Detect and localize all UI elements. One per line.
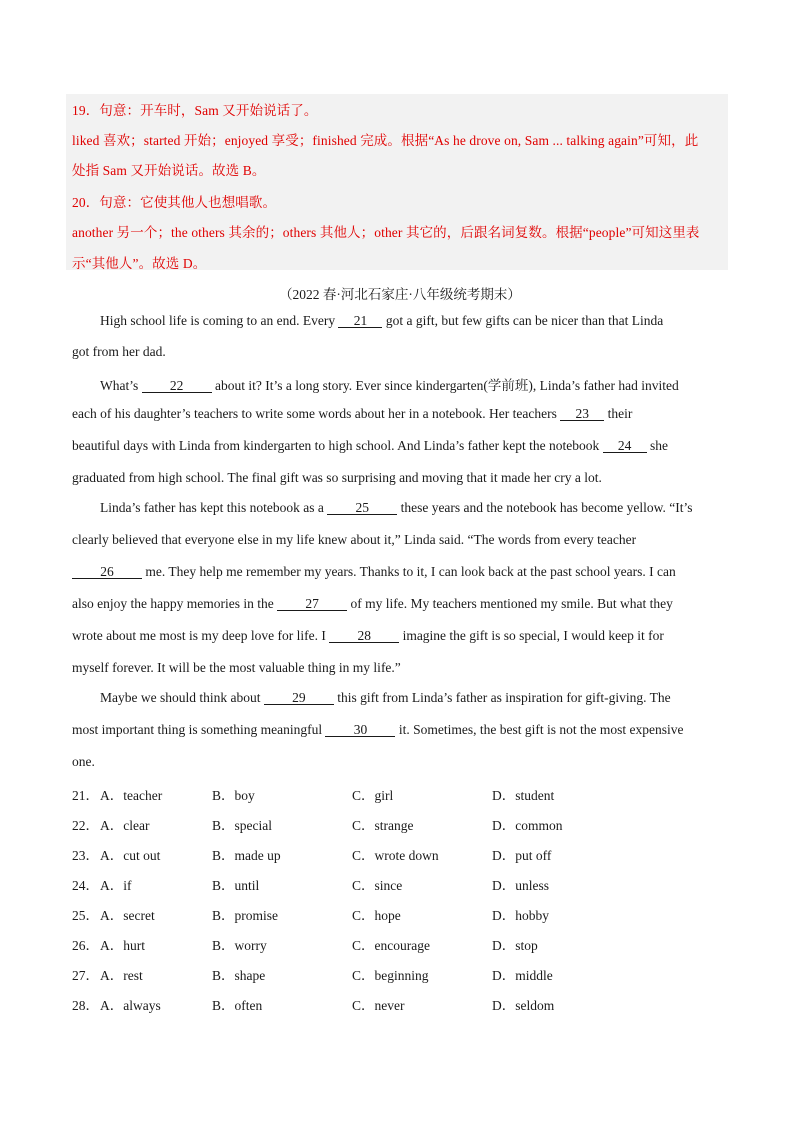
option-c: C．since: [352, 878, 403, 893]
passage-line: [72, 564, 676, 580]
passage-text: Maybe we should think about: [100, 690, 264, 705]
passage-text: these years and the notebook has become yellow. “It’s: [397, 500, 693, 515]
passage-text: wrote about me most is my deep love for life. I: [72, 628, 330, 643]
blank-25: 25: [327, 501, 397, 515]
option-d: D．hobby: [492, 908, 549, 923]
option-c: C．strange: [352, 818, 414, 833]
option-d: D．stop: [492, 938, 538, 953]
option-b: B．worry: [212, 938, 267, 953]
option-b: B．shape: [212, 968, 266, 983]
question-number: 27．: [72, 968, 99, 983]
option-row-23: [72, 844, 692, 862]
passage-text: High school life is coming to an end. Every: [100, 313, 339, 328]
passage-text: got a gift, but few gifts can be nicer than that Linda: [382, 313, 664, 328]
blank-24: 24: [603, 439, 647, 453]
option-a: A．secret: [100, 908, 155, 923]
passage-line: one.: [72, 754, 95, 769]
passage-line: myself forever. It will be the most valuable thing in my life.”: [72, 660, 401, 675]
blank-22: 22: [142, 379, 212, 393]
answer-line: 19．句意：开车时，Sam 又开始说话了。: [72, 103, 318, 118]
option-row-26: [72, 934, 692, 952]
option-a: A．rest: [100, 968, 143, 983]
passage-line: [72, 406, 632, 422]
passage-text: most important thing is something meaningful: [72, 722, 326, 737]
option-a: A．clear: [100, 818, 150, 833]
question-number: 22．: [72, 818, 99, 833]
option-d: D．middle: [492, 968, 553, 983]
option-b: B．boy: [212, 788, 255, 803]
passage-text: this gift from Linda’s father as inspiration for gift-giving. The: [333, 690, 671, 705]
passage-line: [100, 313, 663, 329]
option-d: D．unless: [492, 878, 549, 893]
option-b: B．special: [212, 818, 272, 833]
option-c: C．hope: [352, 908, 401, 923]
answer-line: 处指 Sam 又开始说话。故选 B。: [72, 163, 266, 178]
option-row-21: [72, 784, 692, 802]
passage-line: [72, 438, 668, 454]
answer-line: 示“其他人”。故选 D。: [72, 256, 207, 271]
passage-line: [100, 374, 679, 394]
passage-line: got from her dad.: [72, 344, 166, 359]
question-number: 24．: [72, 878, 99, 893]
passage-line: [100, 690, 671, 706]
blank-30: 30: [325, 723, 395, 737]
option-b: B．promise: [212, 908, 278, 923]
passage-text: What’s: [100, 378, 142, 393]
question-number: 26．: [72, 938, 99, 953]
option-c: C．girl: [352, 788, 394, 803]
option-row-28: [72, 994, 692, 1012]
passage-line: [72, 722, 683, 738]
option-b: B．made up: [212, 848, 281, 863]
blank-23: 23: [560, 407, 604, 421]
passage-text: their: [604, 406, 633, 421]
passage-text: Linda’s father has kept this notebook as a: [100, 500, 328, 515]
passage-text: it. Sometimes, the best gift is not the most expensive: [395, 722, 684, 737]
passage-text: imagine the gift is so special, I would keep it for: [399, 628, 664, 643]
option-c: C．wrote down: [352, 848, 439, 863]
option-a: A．teacher: [100, 788, 163, 803]
question-number: 28．: [72, 998, 99, 1013]
blank-28: 28: [329, 629, 399, 643]
option-c: C．encourage: [352, 938, 430, 953]
blank-26: 26: [72, 565, 142, 579]
option-b: B．often: [212, 998, 263, 1013]
option-row-27: [72, 964, 692, 982]
passage-text: of my life. My teachers mentioned my smile. But what they: [347, 596, 673, 611]
answer-line: liked 喜欢；started 开始；enjoyed 享受；finished 完成。根据“As he drove on, Sam ... talking again”可知，此: [72, 133, 699, 148]
option-d: D．seldom: [492, 998, 555, 1013]
passage-text: beautiful days with Linda from kindergarten to high school. And Linda’s father kept the notebook: [72, 438, 603, 453]
option-d: D．student: [492, 788, 555, 803]
blank-21: 21: [338, 314, 382, 328]
blank-29: 29: [264, 691, 334, 705]
passage-text: she: [646, 438, 669, 453]
option-a: A．hurt: [100, 938, 145, 953]
question-number: 25．: [72, 908, 99, 923]
passage-text: also enjoy the happy memories in the: [72, 596, 278, 611]
passage-line: [100, 500, 692, 516]
option-row-24: [72, 874, 692, 892]
question-number: 21．: [72, 788, 99, 803]
passage-line: [72, 596, 673, 612]
option-a: A．cut out: [100, 848, 161, 863]
option-a: A．always: [100, 998, 161, 1013]
answer-line: another 另一个；the others 其余的；others 其他人；other 其它的，后跟名词复数。根据“people”可知这里表: [72, 225, 700, 240]
option-c: C．beginning: [352, 968, 429, 983]
option-a: A．if: [100, 878, 132, 893]
source-title: （2022 春·河北石家庄·八年级统考期末）: [279, 287, 521, 302]
question-number: 23．: [72, 848, 99, 863]
passage-line: [72, 628, 664, 644]
passage-text: each of his daughter’s teachers to write some words about her in a notebook. Her teachers: [72, 406, 561, 421]
option-c: C．never: [352, 998, 405, 1013]
option-d: D．common: [492, 818, 563, 833]
passage-line: clearly believed that everyone else in my life knew about it,” Linda said. “The words from every teacher: [72, 532, 637, 547]
option-b: B．until: [212, 878, 260, 893]
option-d: D．put off: [492, 848, 552, 863]
option-row-25: [72, 904, 692, 922]
option-row-22: [72, 814, 692, 832]
passage-text: about it? It’s a long story. Ever since kindergarten(学前班), Linda’s father had invited: [211, 378, 679, 393]
passage-text: me. They help me remember my years. Thanks to it, I can look back at the past school years. I can: [142, 564, 676, 579]
answer-line: 20．句意：它使其他人也想唱歌。: [72, 195, 277, 210]
answer-explanation-box: [66, 94, 728, 270]
passage-line: graduated from high school. The final gift was so surprising and moving that it made her cry a lot.: [72, 470, 602, 485]
blank-27: 27: [277, 597, 347, 611]
